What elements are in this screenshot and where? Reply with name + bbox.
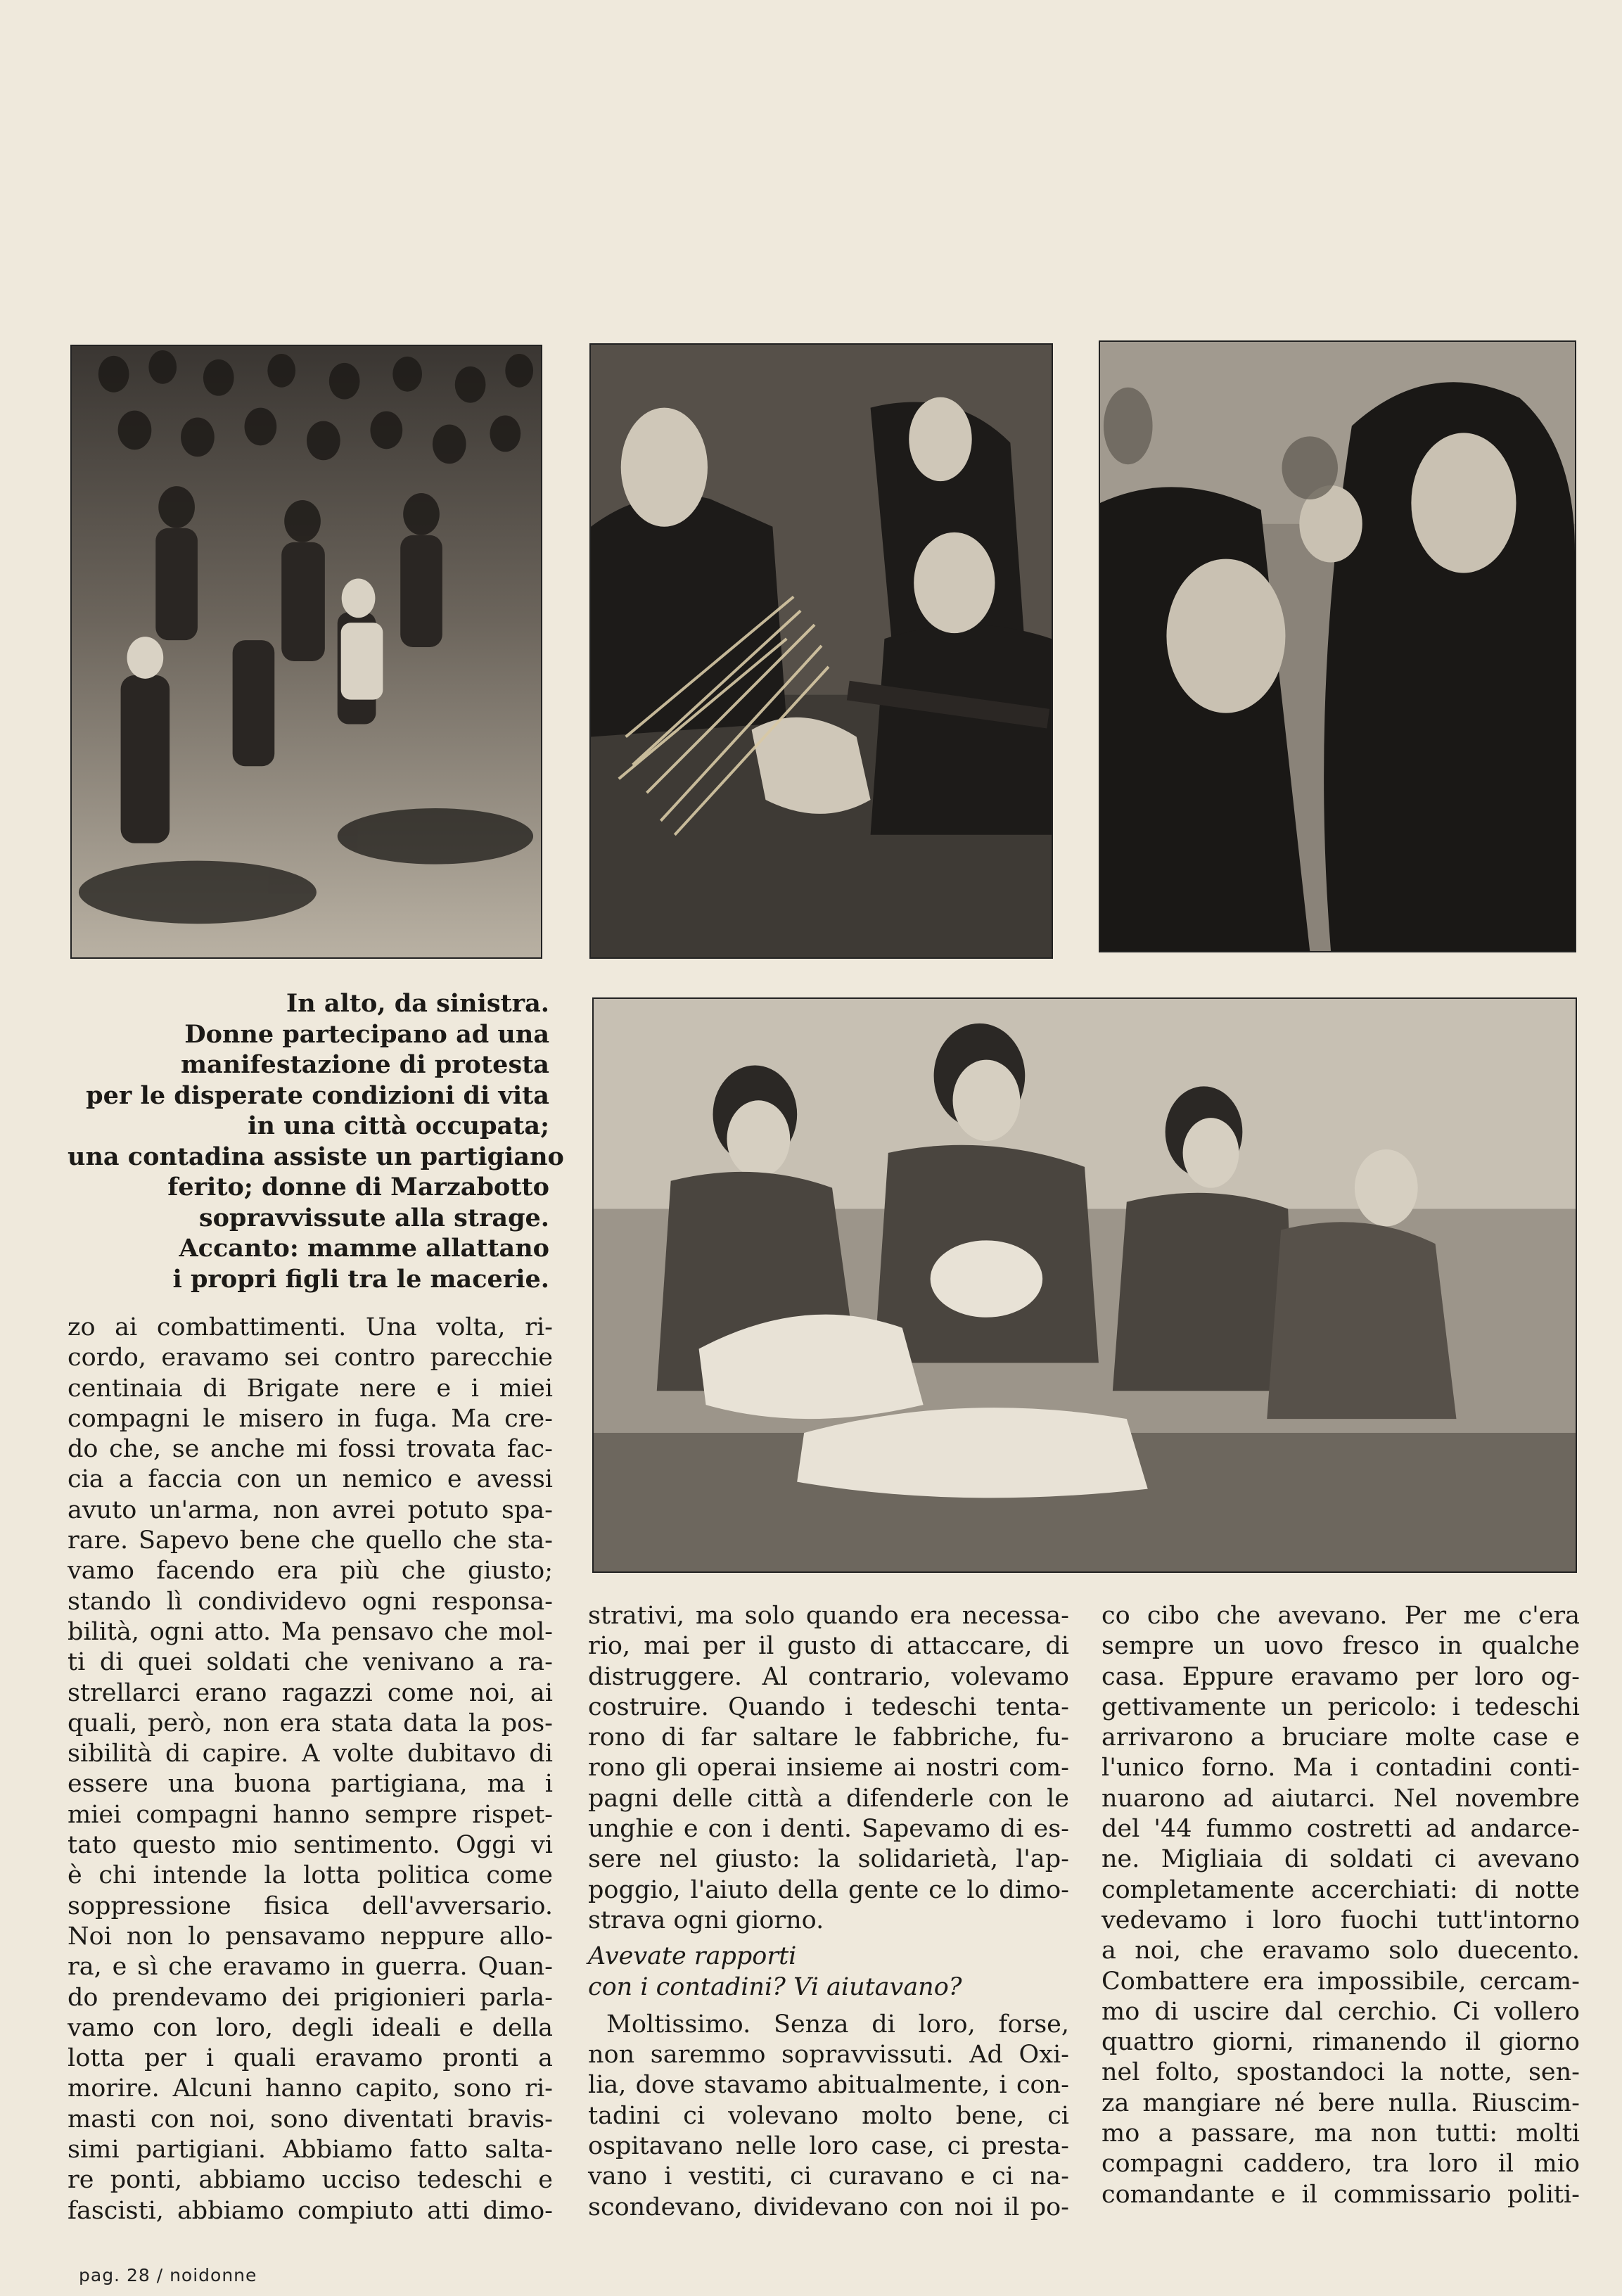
text-line: distruggere. Al contrario, volevamo — [588, 1662, 1069, 1691]
text-line: lotta per i quali eravamo pronti a — [68, 2044, 553, 2073]
text-line: Noi non lo pensavamo neppure allo- — [68, 1922, 553, 1951]
text-line: quali, però, non era stata data la pos- — [68, 1709, 553, 1737]
article-column-2 — [588, 1601, 1069, 2223]
text-line: compagni caddero, tra loro il mio — [1101, 2150, 1580, 2179]
text-line: soppressione fisica dell'avversario. — [68, 1892, 553, 1920]
caption-line: Accanto: mamme allattano — [179, 1234, 549, 1263]
photo-wounded-partisan — [589, 343, 1053, 959]
text-line: poggio, l'aiuto della gente ce lo dimo- — [588, 1875, 1069, 1904]
caption-line: per le disperate condizioni di vita — [86, 1080, 549, 1110]
article-column-1 — [68, 1313, 553, 2226]
text-line: scondevano, dividevano con noi il po- — [588, 2193, 1069, 2221]
text-line: essere una buona partigiana, ma i — [68, 1770, 553, 1799]
text-line: miei compagni hanno sempre rispet- — [68, 1800, 553, 1829]
text-line: tadini ci volevano molto bene, ci — [588, 2101, 1069, 2130]
text-line: tato questo mio sentimento. Oggi vi — [68, 1831, 553, 1860]
text-line: pagni delle città a difenderle con le — [588, 1784, 1069, 1813]
text-line: bilità, ogni atto. Ma pensavo che mol- — [68, 1617, 553, 1646]
text-line: quattro giorni, rimanendo il giorno — [1101, 2028, 1580, 2057]
text-line: rono gli operai insieme ai nostri com- — [588, 1754, 1069, 1782]
text-line: sempre un uovo fresco in qualche — [1101, 1632, 1580, 1661]
text-line: ospitavano nelle loro case, ci presta- — [588, 2132, 1069, 2161]
text-line: completamente accerchiati: di notte — [1101, 1875, 1580, 1904]
text-line: ti di quei soldati che venivano a ra- — [68, 1648, 553, 1677]
text-line: costruire. Quando i tedeschi tenta- — [588, 1692, 1069, 1721]
text-line: masti con noi, sono diventati bravis- — [68, 2105, 553, 2134]
text-line: casa. Eppure eravamo per loro og- — [1101, 1662, 1580, 1691]
text-line: za mangiare né bere nulla. Riuscim- — [1101, 2088, 1580, 2117]
text-line: è chi intende la lotta politica come — [68, 1861, 553, 1890]
text-line: vedevamo i loro fuochi tutt'intorno — [1101, 1906, 1580, 1934]
text-line: co cibo che avevano. Per me c'era — [1101, 1602, 1580, 1630]
text-line: ra, e sì che eravamo in guerra. Quan- — [68, 1953, 553, 1982]
text-line: cia a faccia con un nemico e avessi — [68, 1465, 553, 1494]
text-line: del '44 fummo costretti ad andarce- — [1101, 1815, 1580, 1844]
text-line: nuarono ad aiutarci. Nel novembre — [1101, 1784, 1580, 1813]
photo-protest-march — [70, 345, 542, 959]
text-line: rono di far saltare le fabbriche, fu- — [588, 1723, 1069, 1752]
photo-marzabotto-women — [1099, 340, 1576, 952]
text-line: mo a passare, ma non tutti: molti — [1101, 2119, 1580, 2148]
text-line: vamo con loro, degli ideali e della — [68, 2013, 553, 2042]
text-line: comandante e il commissario politi- — [1101, 2180, 1580, 2209]
text-line: nel folto, spostandoci la notte, sen- — [1101, 2058, 1580, 2087]
text-line: strativi, ma solo quando era necessa- — [588, 1602, 1069, 1630]
text-line: compagni le misero in fuga. Ma cre- — [68, 1404, 553, 1433]
text-line: fascisti, abbiamo compiuto atti dimo- — [68, 2196, 553, 2225]
page-footer: pag. 28 / noidonne — [79, 2265, 257, 2285]
text-line: do prendevamo dei prigionieri parla- — [68, 1983, 553, 2012]
caption-line: Donne partecipano ad una — [184, 1019, 549, 1049]
text-line: avuto un'arma, non avrei potuto spa- — [68, 1495, 553, 1524]
interview-question: con i contadini? Vi aiutavano? — [588, 1972, 962, 2001]
text-line: lia, dove stavamo abitualmente, i con- — [588, 2071, 1069, 2100]
text-line: rio, mai per il gusto di attaccare, di — [588, 1632, 1069, 1661]
text-line: rare. Sapevo bene che quello che sta- — [68, 1526, 553, 1555]
text-line: mo di uscire dal cerchio. Ci vollero — [1101, 1997, 1580, 2026]
text-line: strellarci erano ragazzi come noi, ai — [68, 1678, 553, 1707]
text-line: vamo facendo era più che giusto; — [68, 1557, 553, 1586]
text-line: Combattere era impossibile, cercam- — [1101, 1967, 1580, 1996]
caption-line: ferito; donne di Marzabotto — [167, 1173, 549, 1201]
caption-line: manifestazione di protesta — [181, 1050, 549, 1079]
text-line: arrivarono a bruciare molte case e — [1101, 1723, 1580, 1752]
text-line: sibilità di capire. A volte dubitavo di — [68, 1740, 553, 1768]
photo-mothers-nursing — [592, 997, 1577, 1573]
text-line: simi partigiani. Abbiamo fatto salta- — [68, 2136, 553, 2164]
text-line: a noi, che eravamo solo duecento. — [1101, 1937, 1580, 1965]
text-line: stando lì condividevo ogni responsa- — [68, 1587, 553, 1616]
text-line: vano i vestiti, ci curavano e ci na- — [588, 2162, 1069, 2191]
interview-question: Avevate rapporti — [588, 1942, 797, 1971]
text-line: l'unico forno. Ma i contadini conti- — [1101, 1754, 1580, 1782]
photo-caption — [68, 988, 564, 1294]
caption-line: i propri figli tra le macerie. — [172, 1264, 549, 1294]
text-line: zo ai combattimenti. Una volta, ri- — [68, 1313, 553, 1341]
caption-line: una contadina assiste un partigiano — [68, 1142, 564, 1171]
article-column-3 — [1101, 1601, 1580, 2210]
text-line: morire. Alcuni hanno capito, sono ri- — [68, 2074, 553, 2103]
text-line: re ponti, abbiamo ucciso tedeschi e — [68, 2166, 553, 2195]
text-line: cordo, eravamo sei contro parecchie — [68, 1344, 553, 1372]
text-line: gettivamente un pericolo: i tedeschi — [1101, 1692, 1580, 1721]
text-line: sere nel giusto: la solidarietà, l'ap- — [588, 1845, 1069, 1874]
caption-line: sopravvissute alla strage. — [198, 1203, 549, 1232]
text-line: do che, se anche mi fossi trovata fac- — [68, 1435, 553, 1464]
text-line: ne. Migliaia di soldati ci avevano — [1101, 1845, 1580, 1874]
caption-line: In alto, da sinistra. — [286, 989, 549, 1018]
caption-line: in una città occupata; — [248, 1111, 549, 1140]
text-line: strava ogni giorno. — [588, 1906, 824, 1934]
text-line: non saremmo sopravvissuti. Ad Oxi- — [588, 2041, 1069, 2069]
text-line: centinaia di Brigate nere e i miei — [68, 1374, 553, 1403]
text-line: Moltissimo. Senza di loro, forse, — [606, 2010, 1069, 2039]
text-line: unghie e con i denti. Sapevamo di es- — [588, 1815, 1069, 1844]
